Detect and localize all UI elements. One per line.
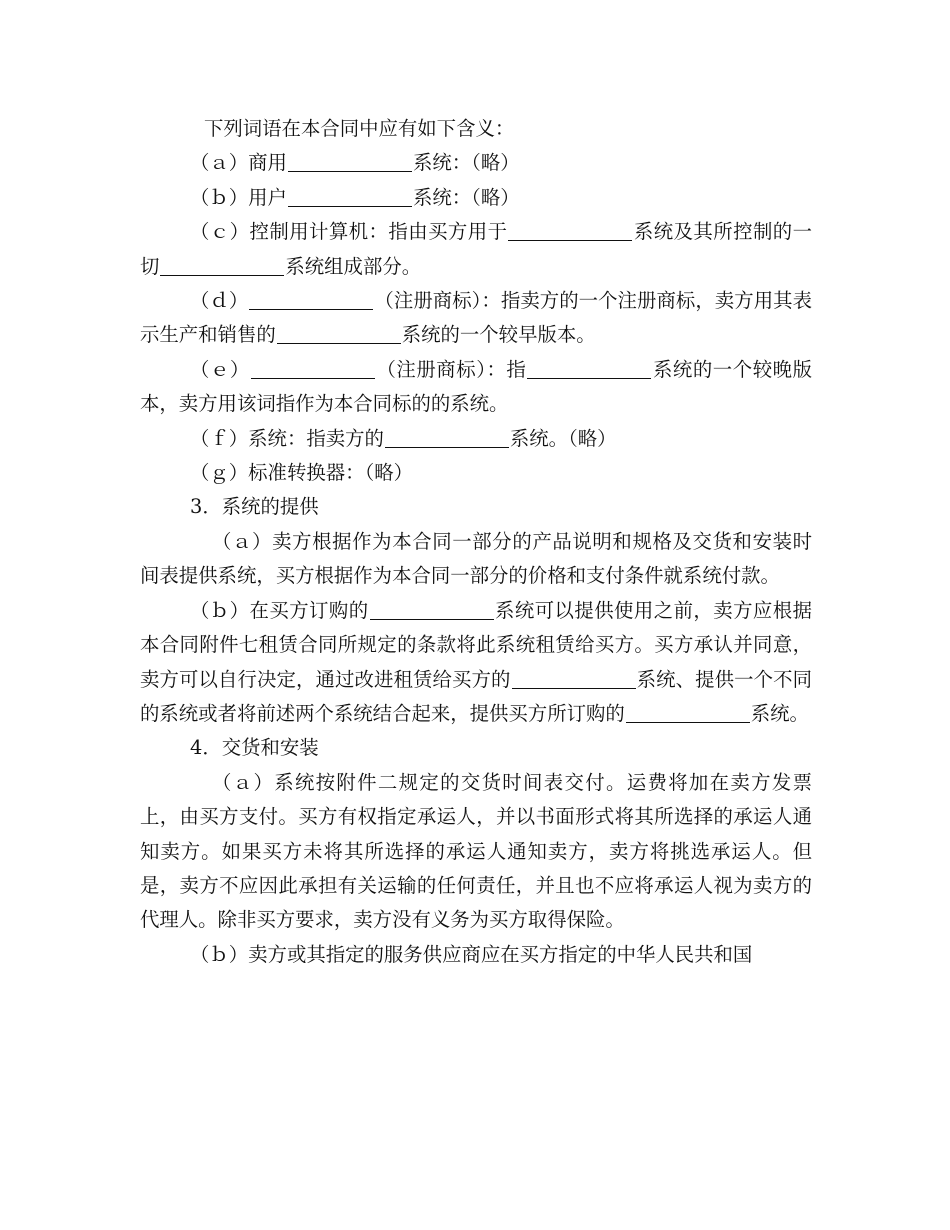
definition-g bbox=[140, 456, 812, 490]
paragraph-text: （注册商标）：指卖方的一个注册商标，卖方用其表示生产和销售的 bbox=[140, 289, 812, 347]
heading-text: 3．系统的提供 bbox=[190, 495, 319, 519]
paragraph-text: （ｂ）卖方或其指定的服务供应商应在买方指定的中华人民共和国 bbox=[190, 942, 753, 966]
fill-in-blank bbox=[626, 721, 750, 723]
paragraph-text: （ｂ）用户 bbox=[190, 185, 287, 209]
fill-in-blank bbox=[370, 618, 494, 620]
fill-in-blank bbox=[277, 342, 401, 344]
definition-f bbox=[140, 422, 812, 456]
paragraph-text: （ａ）系统按附件二规定的交货时间表交付。运费将加在卖方发票上，由买方支付。买方有权指定承运人，并以书面形式将其所选择的承运人通知卖方。如果买方未将其所选择的承运人通知卖方，卖方将挑选承运人。但是，卖方不应因此承担有关运输的任何责任，并且也不应将承运人视为卖方的代理人。除非买方要求，卖方没有义务为买方取得保险。 bbox=[140, 770, 812, 932]
paragraph-text: 系统可以提供使用之前，卖方应根据本合同附件七租赁合同所规定的条款将此系统租赁给买方。买方承认并同意，卖方可以自行决定，通过改进租赁给买方的 bbox=[140, 598, 813, 691]
definition-e bbox=[140, 353, 812, 422]
paragraph-text: （ｅ） bbox=[190, 357, 250, 381]
document-body bbox=[140, 112, 812, 972]
paragraph-text: 系统：（略） bbox=[412, 185, 520, 209]
section-3-paragraph-a bbox=[140, 525, 812, 594]
paragraph-text: （ａ）卖方根据作为本合同一部分的产品说明和规格及交货和安装时间表提供系统，买方根据作为本合同一部分的价格和支付条件就系统付款。 bbox=[140, 529, 812, 588]
paragraph-text: （ｂ）在买方订购的 bbox=[190, 598, 369, 622]
section-4-paragraph-b bbox=[140, 938, 812, 972]
fill-in-blank bbox=[508, 239, 632, 241]
section-4-heading bbox=[140, 731, 812, 765]
paragraph-text: 系统。 bbox=[750, 701, 809, 725]
fill-in-blank bbox=[288, 170, 412, 172]
paragraph-text: （ｇ）标准转换器：（略） bbox=[190, 461, 413, 485]
definition-a bbox=[140, 146, 812, 180]
paragraph-text: （ｃ）控制用计算机：指由买方用于 bbox=[190, 220, 508, 244]
fill-in-blank bbox=[512, 687, 636, 689]
paragraph-text: 系统的一个较早版本。 bbox=[401, 323, 596, 347]
section-3-paragraph-b bbox=[140, 594, 812, 732]
fill-in-blank bbox=[527, 377, 651, 379]
paragraph-text: 下列词语在本合同中应有如下含义： bbox=[204, 117, 515, 140]
fill-in-blank bbox=[251, 377, 375, 379]
definition-c bbox=[140, 215, 812, 284]
paragraph-text: （ａ）商用 bbox=[190, 151, 287, 175]
fill-in-blank bbox=[288, 205, 412, 207]
paragraph-text: 系统、提供一个不同的系统或者将前述两个系统结合起来，提供买方所订购的 bbox=[140, 667, 812, 725]
heading-text: 4．交货和安装 bbox=[190, 736, 319, 760]
paragraph-text: 系统及其所控制的一切 bbox=[140, 220, 813, 278]
definitions-intro bbox=[140, 112, 812, 146]
section-4-paragraph-a bbox=[140, 766, 812, 938]
definition-b bbox=[140, 181, 812, 215]
paragraph-text: 系统的一个较晚版本，卖方用该词指作为本合同标的的系统。 bbox=[140, 357, 813, 416]
fill-in-blank bbox=[249, 308, 373, 310]
paragraph-text: 系统：（略） bbox=[412, 151, 520, 175]
paragraph-text: 系统组成部分。 bbox=[285, 254, 422, 278]
paragraph-text: （ｄ） bbox=[190, 289, 249, 313]
fill-in-blank bbox=[385, 446, 509, 448]
paragraph-text: （注册商标）：指 bbox=[375, 357, 527, 381]
section-3-heading bbox=[140, 490, 812, 524]
definition-d bbox=[140, 284, 812, 353]
paragraph-text: 系统。（略） bbox=[509, 426, 617, 450]
fill-in-blank bbox=[160, 274, 284, 276]
paragraph-text: （ｆ）系统：指卖方的 bbox=[190, 426, 384, 450]
